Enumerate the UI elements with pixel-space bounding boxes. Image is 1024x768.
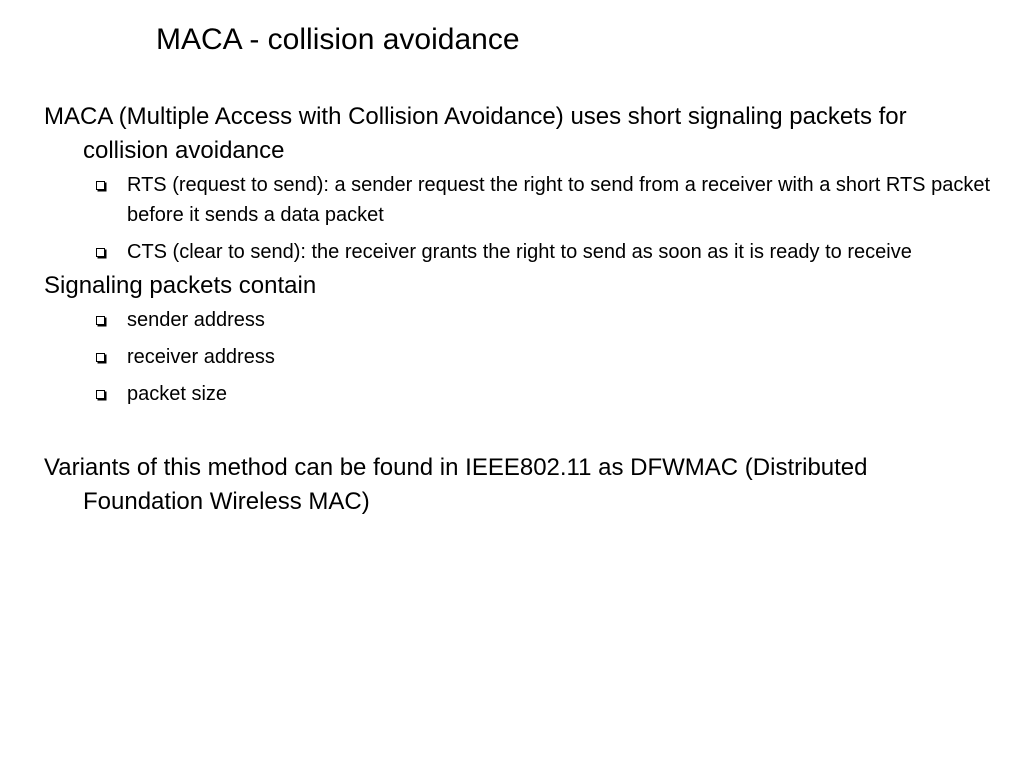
subbullet-text: receiver address: [127, 346, 275, 368]
bullet-maca: MACA (Multiple Access with Collision Avoidance) uses short signaling packets for collision avoidance: [44, 103, 907, 164]
square-bullet-icon: [96, 390, 105, 399]
square-bullet-icon: [96, 353, 105, 362]
subbullet-text: sender address: [127, 309, 265, 331]
subbullet-text: packet size: [127, 383, 228, 405]
slide-title: MACA - collision avoidance: [156, 23, 520, 56]
square-bullet-icon: [96, 316, 105, 325]
subbullet-rts: [44, 170, 994, 230]
bullet-variants: Variants of this method can be found in IEEE802.11 as DFWMAC (Distributed Foundation Wireless MAC): [44, 454, 868, 515]
subbullet-text: RTS (request to send): a sender request the right to send from a receiver with a short RTS packet before it sends a data packet: [127, 174, 991, 226]
subbullet-text: CTS (clear to send): the receiver grants the right to send as soon as it is ready to receive: [127, 241, 912, 263]
bullet-signaling-packets: Signaling packets contain: [44, 272, 317, 299]
subbullet-cts: [44, 237, 994, 267]
slide-body: [44, 100, 994, 519]
square-bullet-icon: [96, 181, 105, 190]
subbullet-receiver-address: [44, 342, 994, 372]
subbullet-sender-address: [44, 305, 994, 335]
subbullet-packet-size: [44, 379, 994, 409]
square-bullet-icon: [96, 248, 105, 257]
